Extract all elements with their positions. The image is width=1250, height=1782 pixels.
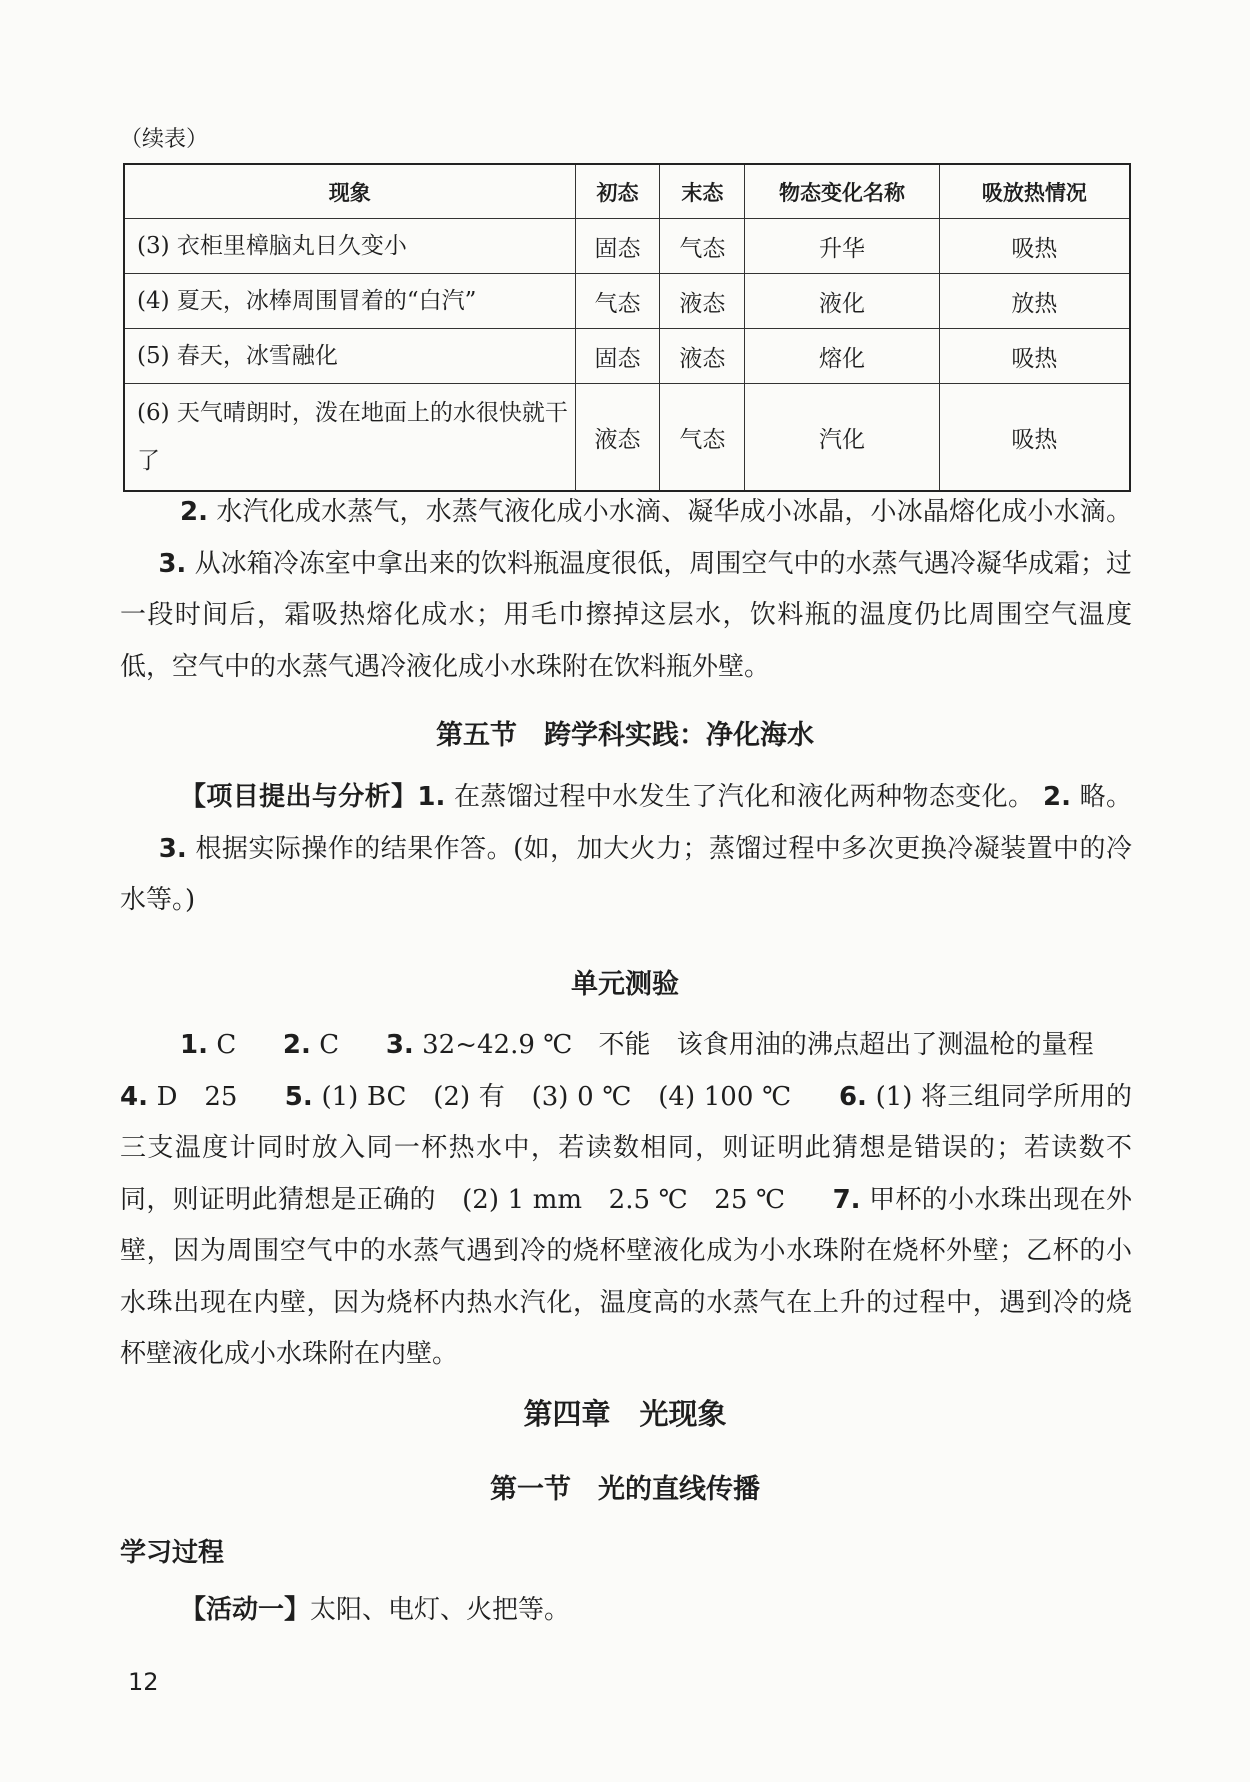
answer-number: 1.	[417, 782, 446, 812]
answer-text: 在蒸馏过程中水发生了汽化和液化两种物态变化。	[454, 782, 1035, 812]
answer-number: 7.	[832, 1184, 861, 1215]
answer-number: 3.	[385, 1030, 414, 1060]
continued-label: （续表）	[120, 127, 209, 152]
answer-number: 5.	[284, 1081, 313, 1112]
table-row	[124, 274, 1130, 329]
header-change-name: 物态变化名称	[745, 164, 940, 219]
section-title: 第五节 跨学科实践：净化海水	[436, 720, 814, 751]
answer-text: 水汽化成水蒸气，水蒸气液化成小水滴、凝华成小冰晶，小冰晶熔化成小水滴。	[216, 497, 1132, 527]
cell-phenomenon: (4) 夏天，冰棒周围冒着的“白汽”	[124, 274, 575, 329]
header-initial-state: 初态	[575, 164, 660, 219]
table-row	[124, 384, 1130, 492]
cell-change: 液化	[745, 274, 940, 329]
cell-initial: 固态	[575, 219, 660, 274]
answer-text: 根据实际操作的结果作答。(如，加大火力；蒸馏过程中多次更换冷凝装置中的冷水等。)	[120, 833, 1132, 915]
cell-phenomenon: (5) 春天，冰雪融化	[124, 329, 575, 384]
header-final-state: 末态	[660, 164, 745, 219]
cell-phenomenon: (3) 衣柜里樟脑丸日久变小	[124, 219, 575, 274]
answer-text: (1) BC (2) 有 (3) 0 ℃ (4) 100 ℃	[321, 1081, 792, 1112]
unit-test-paragraph	[120, 1020, 1132, 1381]
cell-heat: 吸热	[939, 329, 1130, 384]
cell-initial: 固态	[575, 329, 660, 384]
answer-number: 3.	[158, 548, 187, 579]
answer-number: 4.	[120, 1081, 148, 1112]
cell-final: 液态	[660, 274, 745, 329]
header-heat: 吸放热情况	[939, 164, 1130, 219]
table-row	[124, 329, 1130, 384]
cell-initial: 气态	[575, 274, 660, 329]
section5-paragraph	[120, 772, 1132, 927]
activity-label: 【活动一】	[180, 1595, 311, 1625]
answer-text: 32~42.9 ℃ 不能 该食用油的沸点超出了测温枪的量程	[422, 1030, 1094, 1060]
cell-final: 气态	[660, 219, 745, 274]
cell-change: 升华	[745, 219, 940, 274]
learning-process-heading: 学习过程	[120, 1538, 225, 1568]
cell-phenomenon: (6) 天气晴朗时，泼在地面上的水很快就干了	[124, 384, 575, 492]
cell-heat: 吸热	[939, 384, 1130, 492]
answer-number: 2.	[282, 1030, 311, 1060]
answer-text: 甲杯的小水珠出现在外壁，因为周围空气中的水蒸气遇到冷的烧杯壁液化成为小水珠附在烧杯外壁；乙杯的小水珠出现在内壁，因为烧杯内热水汽化，温度高的水蒸气在上升的过程中，遇到冷的烧杯壁液化成小水珠附在内壁。	[120, 1184, 1133, 1369]
answer-text: 从冰箱冷冻室中拿出来的饮料瓶温度很低，周围空气中的水蒸气遇冷凝华成霜；过一段时间后，霜吸热熔化成水；用毛巾擦掉这层水，饮料瓶的温度仍比周围空气温度低，空气中的水蒸气遇冷液化成小水珠附在饮料瓶外壁。	[120, 548, 1132, 682]
answer-text: D 25	[156, 1081, 238, 1112]
answer-number: 2.	[1043, 782, 1071, 812]
activity-paragraph	[120, 1585, 1132, 1637]
cell-change: 汽化	[745, 384, 940, 492]
answer-number: 3.	[158, 833, 187, 864]
section-title: 第一节 光的直线传播	[490, 1474, 760, 1505]
unit-test-title: 单元测验	[571, 969, 679, 1000]
table-row	[124, 219, 1130, 274]
answer-text: C	[216, 1030, 237, 1060]
cell-final: 气态	[660, 384, 745, 492]
cell-heat: 放热	[939, 274, 1130, 329]
answers-paragraph	[120, 487, 1132, 693]
activity-text: 太阳、电灯、火把等。	[310, 1595, 571, 1625]
answer-number: 6.	[838, 1081, 867, 1112]
page-number: 12	[128, 1668, 159, 1696]
header-phenomenon: 现象	[124, 164, 575, 219]
project-label: 【项目提出与分析】	[180, 782, 418, 812]
answer-text: 略。	[1079, 782, 1133, 812]
phase-change-table	[123, 163, 1131, 492]
cell-heat: 吸热	[939, 219, 1130, 274]
chapter-title: 第四章 光现象	[523, 1397, 727, 1431]
answer-text: (1) 将三组同学所用的三支温度计同时放入同一杯热水中，若读数相同，则证明此猜想是错误的；若读数不同，则证明此猜想是正确的 (2) 1 mm 2.5 ℃ 25 ℃	[120, 1081, 1133, 1215]
answer-number: 2.	[180, 497, 208, 527]
cell-final: 液态	[660, 329, 745, 384]
answer-number: 1.	[180, 1030, 208, 1060]
cell-change: 熔化	[745, 329, 940, 384]
table-header-row	[124, 164, 1130, 219]
cell-initial: 液态	[575, 384, 660, 492]
answer-text: C	[319, 1030, 340, 1060]
